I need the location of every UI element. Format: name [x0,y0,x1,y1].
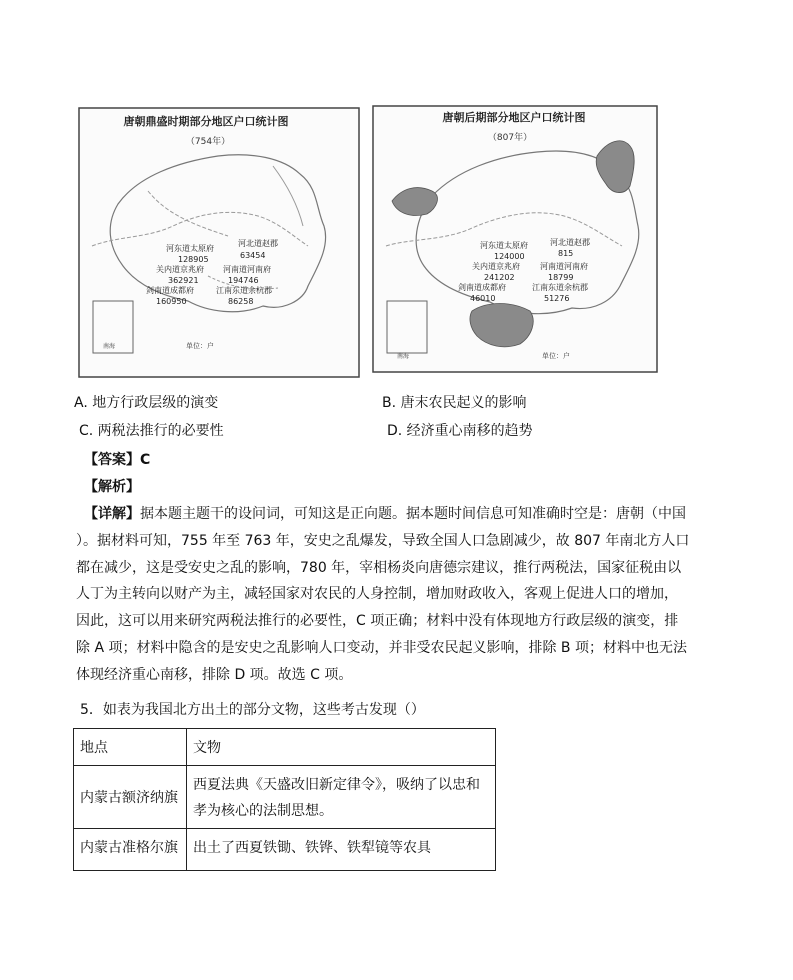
map-754-unit: 单位：户 [186,342,214,350]
question-5-stem: 5．如表为我国北方出土的部分文物，这些考古发现（） [80,702,425,718]
header-relic: 文物 [187,729,496,766]
map-807 [372,96,658,378]
map-807-value-yuhang: 51276 [544,294,570,303]
map-807-year: （807年） [487,133,533,143]
map-figures [0,96,793,386]
map-807-label-jingzhao: 关内道京兆府 [472,262,520,271]
detail-line-text: 据本题主题干的设问词，可知这是正向题。据本题时间信息可知准确时空是：唐朝（中国 [140,506,686,522]
detail-line [84,501,684,528]
map-807-value-henan: 18799 [548,273,574,282]
map-754-label-jingzhao: 关内道京兆府 [156,265,204,274]
detail-line: 体现经济重心南移，排除 D 项。故选 C 项。 [76,666,353,683]
map-807-label-zhao: 河北道赵郡 [550,238,590,247]
map-807-inset-label: 南海 [397,353,410,360]
map-754-label-henan: 河南道河南府 [223,265,271,274]
map-754-year: （754年） [185,137,231,147]
map-807-title: 唐朝后期部分地区户口统计图 [442,111,586,124]
cell-place-text: 内蒙古额济纳旗 [80,790,178,806]
map-754-value-yuhang: 86258 [228,297,254,306]
detail-line: 除 A 项；材料中隐含的是安史之乱影响人口变动，并非受农民起义影响，排除 B 项；材料中也无法 [76,639,687,656]
map-754-label-yuhang: 江南东道余杭郡 [216,286,272,295]
map-807-value-taiyuan: 124000 [494,252,525,261]
map-807-label-chengdu: 剑南道成都府 [458,283,506,292]
answer-tag: 【答案】 [84,452,140,468]
option-a[interactable]: A. 地方行政层级的演变 [74,395,219,411]
option-d[interactable]: D. 经济重心南移的趋势 [387,423,533,439]
answer-line [84,450,150,470]
map-754-value-taiyuan: 128905 [178,255,209,264]
map-754-value-zhao: 63454 [240,251,266,260]
map-807-label-yuhang: 江南东道余杭郡 [532,283,588,292]
answer-value: C [140,452,151,468]
map-807-value-zhao: 815 [558,249,574,258]
map-807-value-jingzhao: 241202 [484,273,515,282]
map-754 [78,96,360,378]
cell-relic [187,766,496,829]
map-754-value-henan: 194746 [228,276,259,285]
detail-tag: 【详解】 [84,506,140,522]
map-754-label-taiyuan: 河东道太原府 [166,244,214,253]
cell-relic [187,829,496,871]
option-b[interactable]: B. 唐末农民起义的影响 [382,395,527,411]
table-header-row [74,729,496,766]
table-row [74,766,496,829]
table-row [74,829,496,871]
map-807-unit: 单位：户 [542,352,570,360]
cell-relic-line: 出土了西夏铁锄、铁铧、铁犁镜等农具 [193,840,431,856]
cell-relic-line: 孝为核心的法制思想。 [193,803,333,819]
map-754-value-chengdu: 160950 [156,297,187,306]
map-807-label-taiyuan: 河东道太原府 [480,241,528,250]
map-754-label-chengdu: 剑南道成都府 [146,286,194,295]
map-754-value-jingzhao: 362921 [168,276,199,285]
cell-place: 内蒙古准格尔旗 [74,829,187,871]
map-754-title: 唐朝鼎盛时期部分地区户口统计图 [123,115,289,128]
map-754-label-zhao: 河北道赵郡 [238,239,278,248]
cell-relic-line: 西夏法典《天盛改旧新定律令》，吸纳了以忠和 [193,777,480,793]
detail-line: 都在减少，这是受安史之乱的影响，780 年，宰相杨炎向唐德宗建议，推行两税法，国家征税由以 [76,559,682,576]
cell-place [74,766,187,829]
detail-line: 人丁为主转向以财产为主，减轻国家对农民的人身控制，增加财政收入，客观上促进人口的增加， [76,586,678,603]
detail-line: ）。据材料可知，755 年至 763 年，安史之乱爆发，导致全国人口急剧减少，故 807 年南北方人口 [76,532,690,549]
map-807-value-chengdu: 46010 [470,294,496,303]
option-c[interactable]: C. 两税法推行的必要性 [79,423,224,439]
map-807-label-henan: 河南道河南府 [540,262,588,271]
header-place: 地点 [74,729,187,766]
detail-line: 因此，这可以用来研究两税法推行的必要性，C 项正确；材料中没有体现地方行政层级的演变，排 [76,613,679,630]
analysis-tag: 【解析】 [84,479,140,495]
detail-paragraph [76,501,690,689]
relics-table [73,728,496,871]
map-754-inset-label: 南海 [103,343,116,350]
